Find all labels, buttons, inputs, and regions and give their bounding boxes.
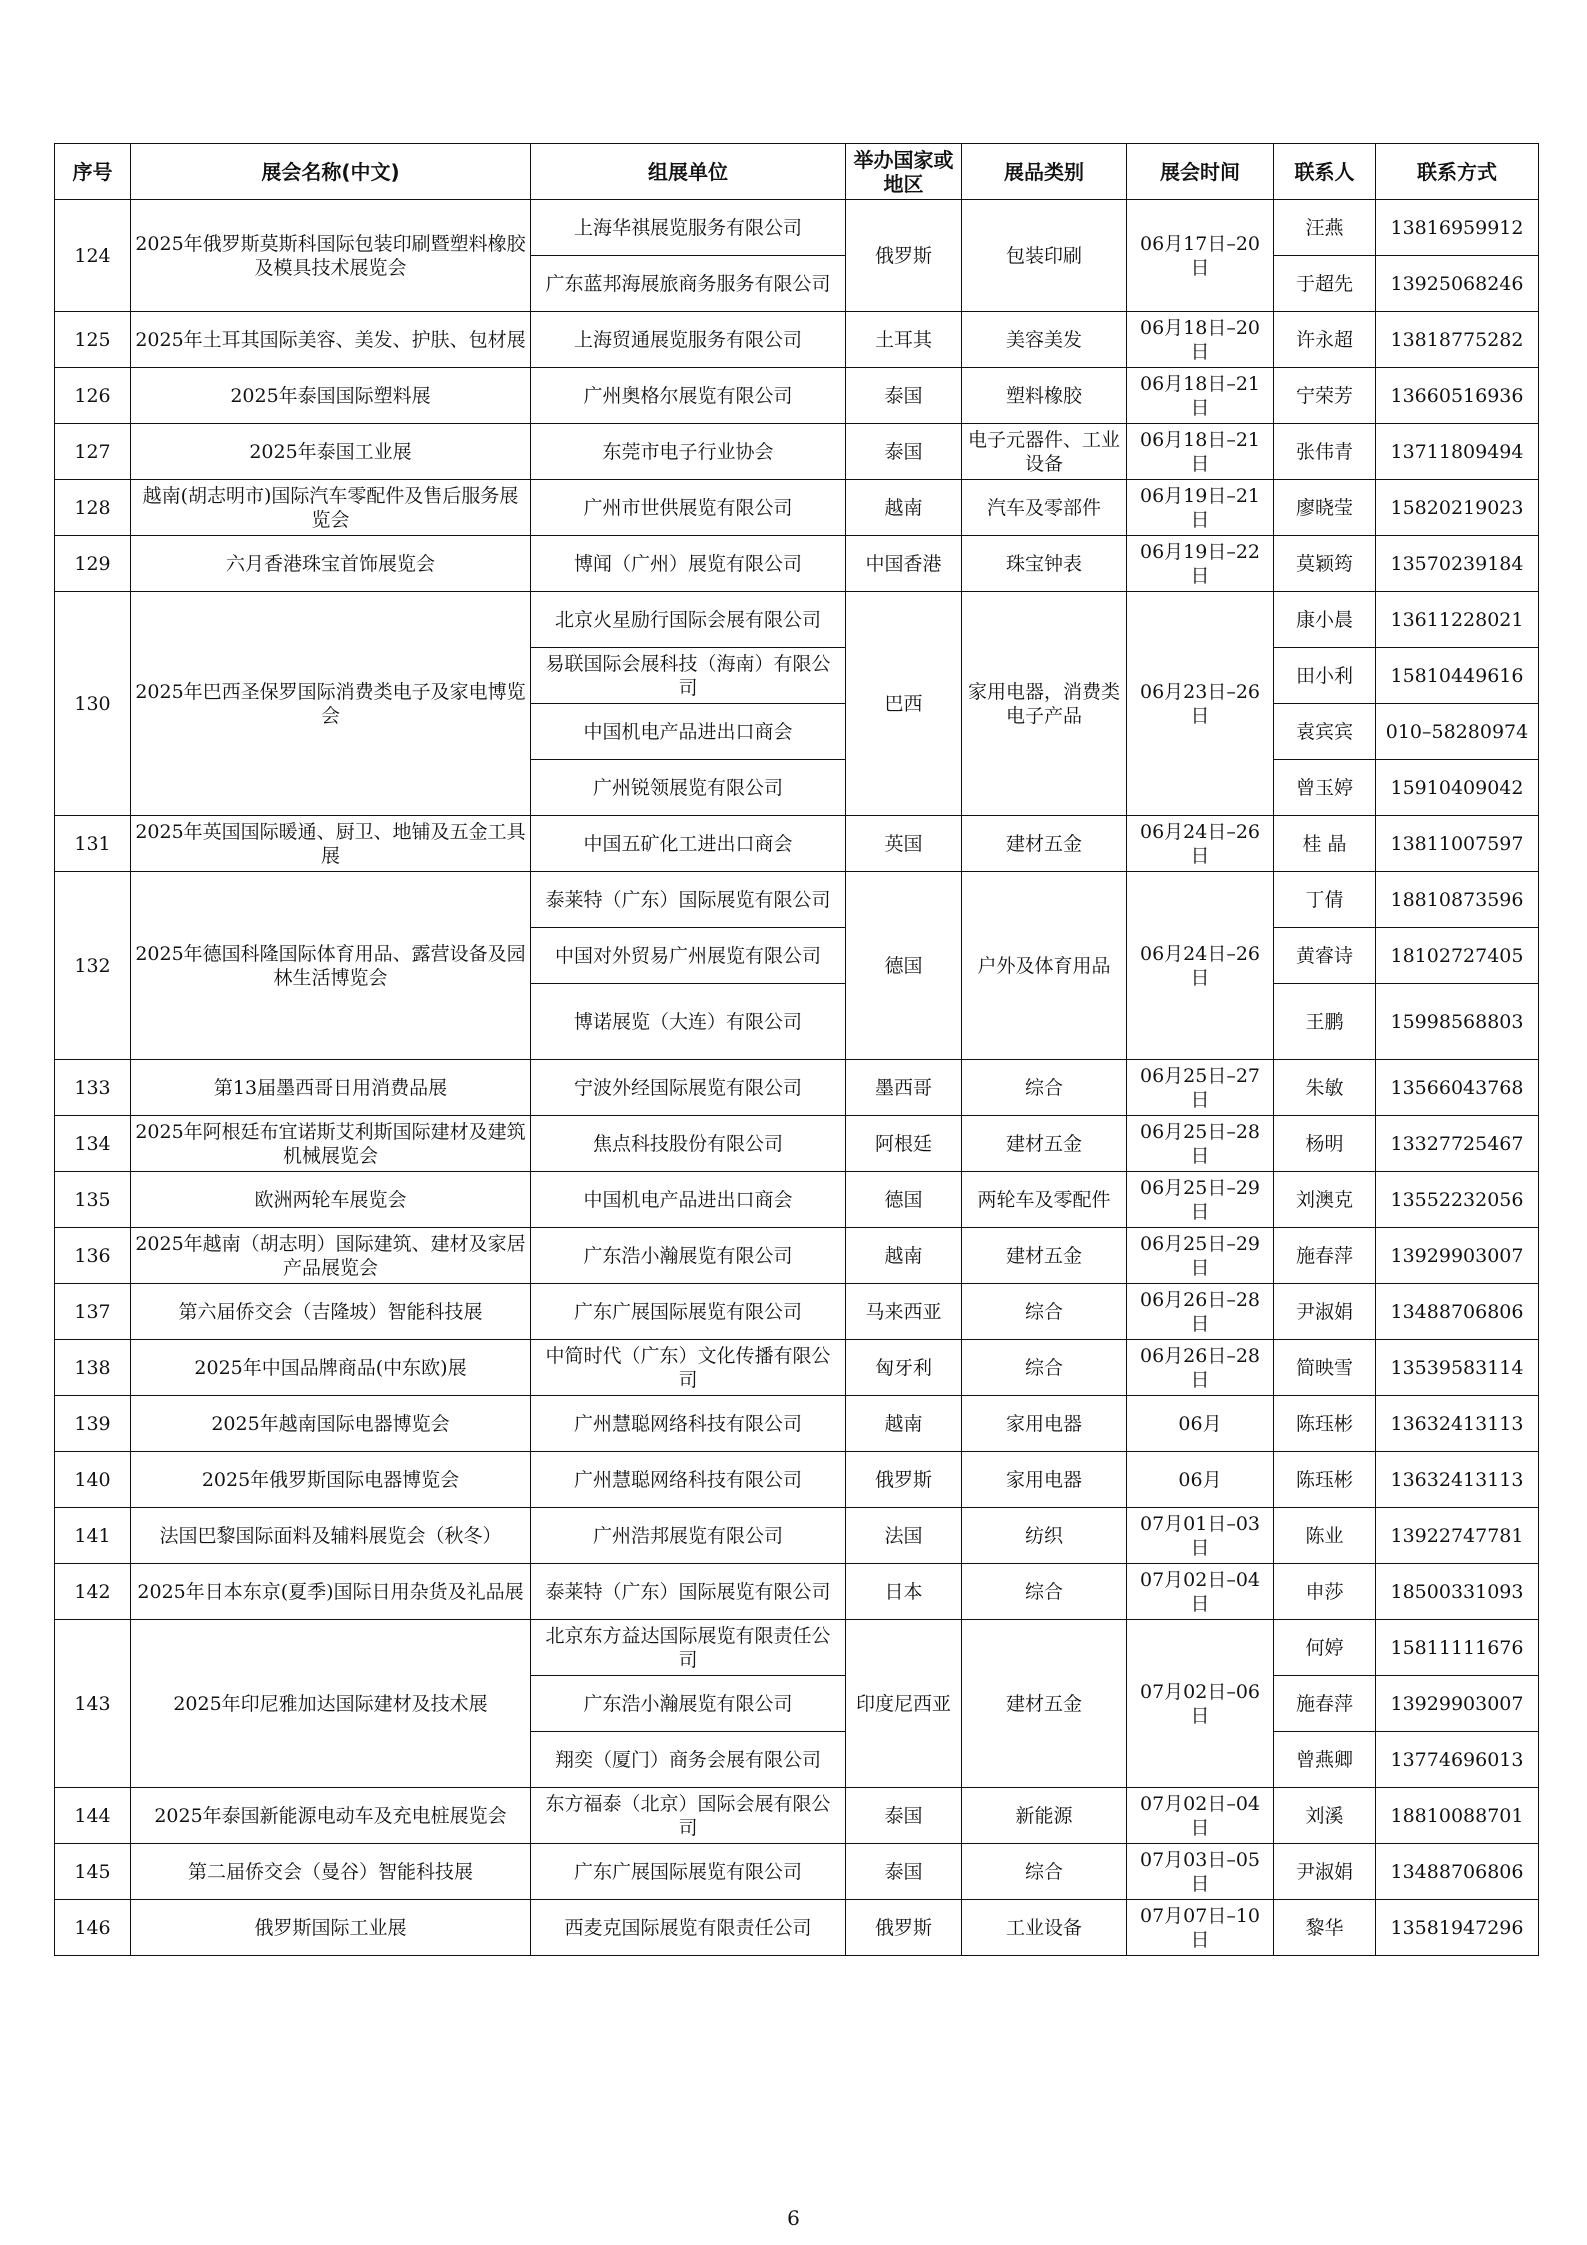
exhibition-time-cell: 06月24日–26日	[1127, 872, 1274, 1060]
country-cell: 法国	[846, 1508, 962, 1564]
contact-name-cell: 张伟青	[1274, 424, 1376, 480]
table-row	[55, 1340, 1539, 1396]
category-cell: 汽车及零部件	[962, 480, 1127, 536]
exhibition-name-cell: 越南(胡志明市)国际汽车零配件及售后服务展览会	[131, 480, 531, 536]
table-row	[55, 592, 1539, 648]
exhibition-time-cell: 06月	[1127, 1396, 1274, 1452]
contact-phone-cell: 18102727405	[1376, 928, 1539, 984]
exhibition-time-cell: 06月19日–21日	[1127, 480, 1274, 536]
page-number: 6	[787, 2206, 800, 2230]
serial-number-cell: 126	[55, 368, 131, 424]
exhibition-time-cell: 07月07日–10日	[1127, 1900, 1274, 1956]
organizer-cell: 广东浩小瀚展览有限公司	[531, 1676, 846, 1732]
exhibition-time-cell: 06月18日–20日	[1127, 312, 1274, 368]
contact-name-cell: 袁宾宾	[1274, 704, 1376, 760]
contact-phone-cell: 13925068246	[1376, 256, 1539, 312]
exhibition-name-cell: 法国巴黎国际面料及辅料展览会（秋冬）	[131, 1508, 531, 1564]
table-row	[55, 424, 1539, 480]
exhibition-name-cell: 2025年中国品牌商品(中东欧)展	[131, 1340, 531, 1396]
contact-name-cell: 黎华	[1274, 1900, 1376, 1956]
table-row	[55, 1284, 1539, 1340]
serial-number-cell: 140	[55, 1452, 131, 1508]
organizer-cell: 焦点科技股份有限公司	[531, 1116, 846, 1172]
organizer-cell: 广东蓝邦海展旅商务服务有限公司	[531, 256, 846, 312]
table-row	[55, 1452, 1539, 1508]
exhibition-name-cell: 第13届墨西哥日用消费品展	[131, 1060, 531, 1116]
contact-name-cell: 施春萍	[1274, 1228, 1376, 1284]
exhibition-time-cell: 06月25日–29日	[1127, 1228, 1274, 1284]
contact-phone-cell: 15910409042	[1376, 760, 1539, 816]
exhibition-time-cell: 07月02日–04日	[1127, 1564, 1274, 1620]
header-cell: 组展单位	[531, 144, 846, 200]
category-cell: 美容美发	[962, 312, 1127, 368]
contact-phone-cell: 13711809494	[1376, 424, 1539, 480]
contact-name-cell: 尹淑娟	[1274, 1844, 1376, 1900]
contact-name-cell: 田小利	[1274, 648, 1376, 704]
table-row	[55, 1620, 1539, 1676]
exhibition-time-cell: 06月18日–21日	[1127, 424, 1274, 480]
country-cell: 越南	[846, 480, 962, 536]
country-cell: 墨西哥	[846, 1060, 962, 1116]
serial-number-cell: 128	[55, 480, 131, 536]
country-cell: 越南	[846, 1396, 962, 1452]
contact-name-cell: 刘澳克	[1274, 1172, 1376, 1228]
exhibition-time-cell: 06月24日–26日	[1127, 816, 1274, 872]
table-row	[55, 1228, 1539, 1284]
header-cell: 展会时间	[1127, 144, 1274, 200]
country-cell: 巴西	[846, 592, 962, 816]
organizer-cell: 中国对外贸易广州展览有限公司	[531, 928, 846, 984]
country-cell: 泰国	[846, 1844, 962, 1900]
exhibition-time-cell: 06月17日–20日	[1127, 200, 1274, 312]
serial-number-cell: 131	[55, 816, 131, 872]
serial-number-cell: 124	[55, 200, 131, 312]
exhibition-time-cell: 07月02日–06日	[1127, 1620, 1274, 1788]
table-header-row	[55, 144, 1539, 200]
country-cell: 阿根廷	[846, 1116, 962, 1172]
contact-name-cell: 王鹏	[1274, 984, 1376, 1060]
organizer-cell: 中国机电产品进出口商会	[531, 704, 846, 760]
organizer-cell: 博闻（广州）展览有限公司	[531, 536, 846, 592]
contact-phone-cell: 010–58280974	[1376, 704, 1539, 760]
country-cell: 德国	[846, 1172, 962, 1228]
organizer-cell: 中国五矿化工进出口商会	[531, 816, 846, 872]
contact-name-cell: 陈业	[1274, 1508, 1376, 1564]
contact-phone-cell: 15820219023	[1376, 480, 1539, 536]
exhibition-name-cell: 2025年德国科隆国际体育用品、露营设备及园林生活博览会	[131, 872, 531, 1060]
contact-name-cell: 宁荣芳	[1274, 368, 1376, 424]
exhibition-name-cell: 2025年阿根廷布宜诺斯艾利斯国际建材及建筑机械展览会	[131, 1116, 531, 1172]
organizer-cell: 宁波外经国际展览有限公司	[531, 1060, 846, 1116]
contact-phone-cell: 13811007597	[1376, 816, 1539, 872]
contact-name-cell: 汪燕	[1274, 200, 1376, 256]
serial-number-cell: 136	[55, 1228, 131, 1284]
serial-number-cell: 145	[55, 1844, 131, 1900]
contact-phone-cell: 15811111676	[1376, 1620, 1539, 1676]
serial-number-cell: 146	[55, 1900, 131, 1956]
contact-phone-cell: 13929903007	[1376, 1228, 1539, 1284]
exhibition-name-cell: 2025年印尼雅加达国际建材及技术展	[131, 1620, 531, 1788]
country-cell: 俄罗斯	[846, 1900, 962, 1956]
organizer-cell: 北京火星励行国际会展有限公司	[531, 592, 846, 648]
serial-number-cell: 137	[55, 1284, 131, 1340]
header-cell: 联系方式	[1376, 144, 1539, 200]
contact-name-cell: 陈珏彬	[1274, 1452, 1376, 1508]
exhibition-time-cell: 06月26日–28日	[1127, 1340, 1274, 1396]
header-cell: 联系人	[1274, 144, 1376, 200]
organizer-cell: 广州锐领展览有限公司	[531, 760, 846, 816]
category-cell: 纺织	[962, 1508, 1127, 1564]
serial-number-cell: 142	[55, 1564, 131, 1620]
country-cell: 匈牙利	[846, 1340, 962, 1396]
exhibition-name-cell: 2025年泰国工业展	[131, 424, 531, 480]
contact-name-cell: 朱敏	[1274, 1060, 1376, 1116]
serial-number-cell: 134	[55, 1116, 131, 1172]
category-cell: 建材五金	[962, 1116, 1127, 1172]
exhibition-name-cell: 2025年俄罗斯莫斯科国际包装印刷暨塑料橡胶及模具技术展览会	[131, 200, 531, 312]
organizer-cell: 广州浩邦展览有限公司	[531, 1508, 846, 1564]
organizer-cell: 广东广展国际展览有限公司	[531, 1284, 846, 1340]
contact-phone-cell: 15810449616	[1376, 648, 1539, 704]
country-cell: 土耳其	[846, 312, 962, 368]
category-cell: 工业设备	[962, 1900, 1127, 1956]
exhibition-name-cell: 2025年巴西圣保罗国际消费类电子及家电博览会	[131, 592, 531, 816]
category-cell: 家用电器	[962, 1396, 1127, 1452]
table-row	[55, 816, 1539, 872]
organizer-cell: 北京东方益达国际展览有限责任公司	[531, 1620, 846, 1676]
category-cell: 综合	[962, 1284, 1127, 1340]
table-row	[55, 1844, 1539, 1900]
contact-phone-cell: 13632413113	[1376, 1452, 1539, 1508]
table-row	[55, 872, 1539, 928]
contact-name-cell: 黄睿诗	[1274, 928, 1376, 984]
organizer-cell: 广州慧聪网络科技有限公司	[531, 1396, 846, 1452]
organizer-cell: 广州市世供展览有限公司	[531, 480, 846, 536]
contact-name-cell: 陈珏彬	[1274, 1396, 1376, 1452]
table-row	[55, 312, 1539, 368]
exhibition-time-cell: 06月25日–28日	[1127, 1116, 1274, 1172]
contact-name-cell: 廖晓莹	[1274, 480, 1376, 536]
country-cell: 泰国	[846, 368, 962, 424]
table-row	[55, 368, 1539, 424]
contact-phone-cell: 15998568803	[1376, 984, 1539, 1060]
exhibition-name-cell: 欧洲两轮车展览会	[131, 1172, 531, 1228]
header-cell: 展品类别	[962, 144, 1127, 200]
table-row	[55, 536, 1539, 592]
contact-name-cell: 于超先	[1274, 256, 1376, 312]
contact-phone-cell: 13774696013	[1376, 1732, 1539, 1788]
exhibition-time-cell: 06月18日–21日	[1127, 368, 1274, 424]
table-row	[55, 1172, 1539, 1228]
exhibition-time-cell: 07月01日–03日	[1127, 1508, 1274, 1564]
serial-number-cell: 139	[55, 1396, 131, 1452]
organizer-cell: 翔奕（厦门）商务会展有限公司	[531, 1732, 846, 1788]
contact-phone-cell: 13570239184	[1376, 536, 1539, 592]
country-cell: 泰国	[846, 1788, 962, 1844]
serial-number-cell: 144	[55, 1788, 131, 1844]
contact-name-cell: 曾玉婷	[1274, 760, 1376, 816]
organizer-cell: 东莞市电子行业协会	[531, 424, 846, 480]
organizer-cell: 中国机电产品进出口商会	[531, 1172, 846, 1228]
category-cell: 综合	[962, 1564, 1127, 1620]
contact-phone-cell: 18810088701	[1376, 1788, 1539, 1844]
exhibition-time-cell: 07月03日–05日	[1127, 1844, 1274, 1900]
contact-phone-cell: 13581947296	[1376, 1900, 1539, 1956]
contact-phone-cell: 13660516936	[1376, 368, 1539, 424]
contact-phone-cell: 13929903007	[1376, 1676, 1539, 1732]
header-cell: 展会名称(中文)	[131, 144, 531, 200]
exhibition-table	[54, 143, 1539, 1956]
category-cell: 塑料橡胶	[962, 368, 1127, 424]
exhibition-name-cell: 2025年泰国新能源电动车及充电桩展览会	[131, 1788, 531, 1844]
exhibition-table-container	[54, 143, 1538, 1956]
organizer-cell: 泰莱特（广东）国际展览有限公司	[531, 872, 846, 928]
exhibition-name-cell: 2025年日本东京(夏季)国际日用杂货及礼品展	[131, 1564, 531, 1620]
contact-phone-cell: 13539583114	[1376, 1340, 1539, 1396]
exhibition-name-cell: 第六届侨交会（吉隆坡）智能科技展	[131, 1284, 531, 1340]
contact-name-cell: 莫颖筠	[1274, 536, 1376, 592]
exhibition-name-cell: 俄罗斯国际工业展	[131, 1900, 531, 1956]
serial-number-cell: 129	[55, 536, 131, 592]
table-row	[55, 1788, 1539, 1844]
table-row	[55, 1396, 1539, 1452]
contact-name-cell: 何婷	[1274, 1620, 1376, 1676]
organizer-cell: 博诺展览（大连）有限公司	[531, 984, 846, 1060]
exhibition-name-cell: 2025年俄罗斯国际电器博览会	[131, 1452, 531, 1508]
category-cell: 综合	[962, 1844, 1127, 1900]
contact-phone-cell: 13566043768	[1376, 1060, 1539, 1116]
contact-name-cell: 桂 晶	[1274, 816, 1376, 872]
contact-phone-cell: 13818775282	[1376, 312, 1539, 368]
category-cell: 综合	[962, 1060, 1127, 1116]
organizer-cell: 易联国际会展科技（海南）有限公司	[531, 648, 846, 704]
serial-number-cell: 135	[55, 1172, 131, 1228]
table-row	[55, 1508, 1539, 1564]
contact-phone-cell: 13922747781	[1376, 1508, 1539, 1564]
organizer-cell: 广州奥格尔展览有限公司	[531, 368, 846, 424]
table-row	[55, 480, 1539, 536]
contact-name-cell: 申莎	[1274, 1564, 1376, 1620]
header-cell: 举办国家或地区	[846, 144, 962, 200]
country-cell: 德国	[846, 872, 962, 1060]
category-cell: 户外及体育用品	[962, 872, 1127, 1060]
serial-number-cell: 130	[55, 592, 131, 816]
organizer-cell: 广东浩小瀚展览有限公司	[531, 1228, 846, 1284]
category-cell: 两轮车及零配件	[962, 1172, 1127, 1228]
header-cell: 序号	[55, 144, 131, 200]
exhibition-name-cell: 第二届侨交会（曼谷）智能科技展	[131, 1844, 531, 1900]
contact-phone-cell: 13611228021	[1376, 592, 1539, 648]
contact-name-cell: 曾燕卿	[1274, 1732, 1376, 1788]
category-cell: 建材五金	[962, 816, 1127, 872]
category-cell: 综合	[962, 1340, 1127, 1396]
contact-phone-cell: 18500331093	[1376, 1564, 1539, 1620]
exhibition-name-cell: 六月香港珠宝首饰展览会	[131, 536, 531, 592]
exhibition-name-cell: 2025年泰国国际塑料展	[131, 368, 531, 424]
country-cell: 越南	[846, 1228, 962, 1284]
table-row	[55, 1060, 1539, 1116]
exhibition-time-cell: 06月19日–22日	[1127, 536, 1274, 592]
table-row	[55, 1900, 1539, 1956]
country-cell: 俄罗斯	[846, 1452, 962, 1508]
exhibition-name-cell: 2025年土耳其国际美容、美发、护肤、包材展	[131, 312, 531, 368]
organizer-cell: 西麦克国际展览有限责任公司	[531, 1900, 846, 1956]
category-cell: 家用电器	[962, 1452, 1127, 1508]
exhibition-time-cell: 06月	[1127, 1452, 1274, 1508]
serial-number-cell: 133	[55, 1060, 131, 1116]
organizer-cell: 泰莱特（广东）国际展览有限公司	[531, 1564, 846, 1620]
country-cell: 泰国	[846, 424, 962, 480]
category-cell: 电子元器件、工业设备	[962, 424, 1127, 480]
organizer-cell: 上海贸通展览服务有限公司	[531, 312, 846, 368]
category-cell: 家用电器，消费类电子产品	[962, 592, 1127, 816]
exhibition-name-cell: 2025年越南国际电器博览会	[131, 1396, 531, 1452]
exhibition-time-cell: 06月23日–26日	[1127, 592, 1274, 816]
contact-phone-cell: 13488706806	[1376, 1284, 1539, 1340]
organizer-cell: 广东广展国际展览有限公司	[531, 1844, 846, 1900]
country-cell: 中国香港	[846, 536, 962, 592]
serial-number-cell: 132	[55, 872, 131, 1060]
exhibition-name-cell: 2025年英国国际暖通、厨卫、地铺及五金工具展	[131, 816, 531, 872]
contact-phone-cell: 13816959912	[1376, 200, 1539, 256]
contact-name-cell: 简映雪	[1274, 1340, 1376, 1396]
contact-phone-cell: 18810873596	[1376, 872, 1539, 928]
organizer-cell: 上海华祺展览服务有限公司	[531, 200, 846, 256]
country-cell: 日本	[846, 1564, 962, 1620]
table-row	[55, 200, 1539, 256]
country-cell: 马来西亚	[846, 1284, 962, 1340]
category-cell: 新能源	[962, 1788, 1127, 1844]
contact-name-cell: 杨明	[1274, 1116, 1376, 1172]
category-cell: 建材五金	[962, 1620, 1127, 1788]
table-body	[55, 200, 1539, 1956]
country-cell: 俄罗斯	[846, 200, 962, 312]
table-row	[55, 1564, 1539, 1620]
exhibition-time-cell: 06月25日–29日	[1127, 1172, 1274, 1228]
serial-number-cell: 141	[55, 1508, 131, 1564]
contact-phone-cell: 13327725467	[1376, 1116, 1539, 1172]
serial-number-cell: 138	[55, 1340, 131, 1396]
organizer-cell: 广州慧聪网络科技有限公司	[531, 1452, 846, 1508]
contact-name-cell: 尹淑娟	[1274, 1284, 1376, 1340]
contact-phone-cell: 13552232056	[1376, 1172, 1539, 1228]
contact-name-cell: 刘溪	[1274, 1788, 1376, 1844]
organizer-cell: 东方福泰（北京）国际会展有限公司	[531, 1788, 846, 1844]
exhibition-time-cell: 06月25日–27日	[1127, 1060, 1274, 1116]
organizer-cell: 中简时代（广东）文化传播有限公司	[531, 1340, 846, 1396]
country-cell: 印度尼西亚	[846, 1620, 962, 1788]
contact-name-cell: 施春萍	[1274, 1676, 1376, 1732]
table-row	[55, 1116, 1539, 1172]
exhibition-name-cell: 2025年越南（胡志明）国际建筑、建材及家居产品展览会	[131, 1228, 531, 1284]
serial-number-cell: 127	[55, 424, 131, 480]
contact-name-cell: 丁倩	[1274, 872, 1376, 928]
serial-number-cell: 143	[55, 1620, 131, 1788]
category-cell: 建材五金	[962, 1228, 1127, 1284]
exhibition-time-cell: 07月02日–04日	[1127, 1788, 1274, 1844]
serial-number-cell: 125	[55, 312, 131, 368]
category-cell: 珠宝钟表	[962, 536, 1127, 592]
contact-name-cell: 康小晨	[1274, 592, 1376, 648]
contact-phone-cell: 13488706806	[1376, 1844, 1539, 1900]
contact-name-cell: 许永超	[1274, 312, 1376, 368]
contact-phone-cell: 13632413113	[1376, 1396, 1539, 1452]
exhibition-time-cell: 06月26日–28日	[1127, 1284, 1274, 1340]
category-cell: 包装印刷	[962, 200, 1127, 312]
country-cell: 英国	[846, 816, 962, 872]
